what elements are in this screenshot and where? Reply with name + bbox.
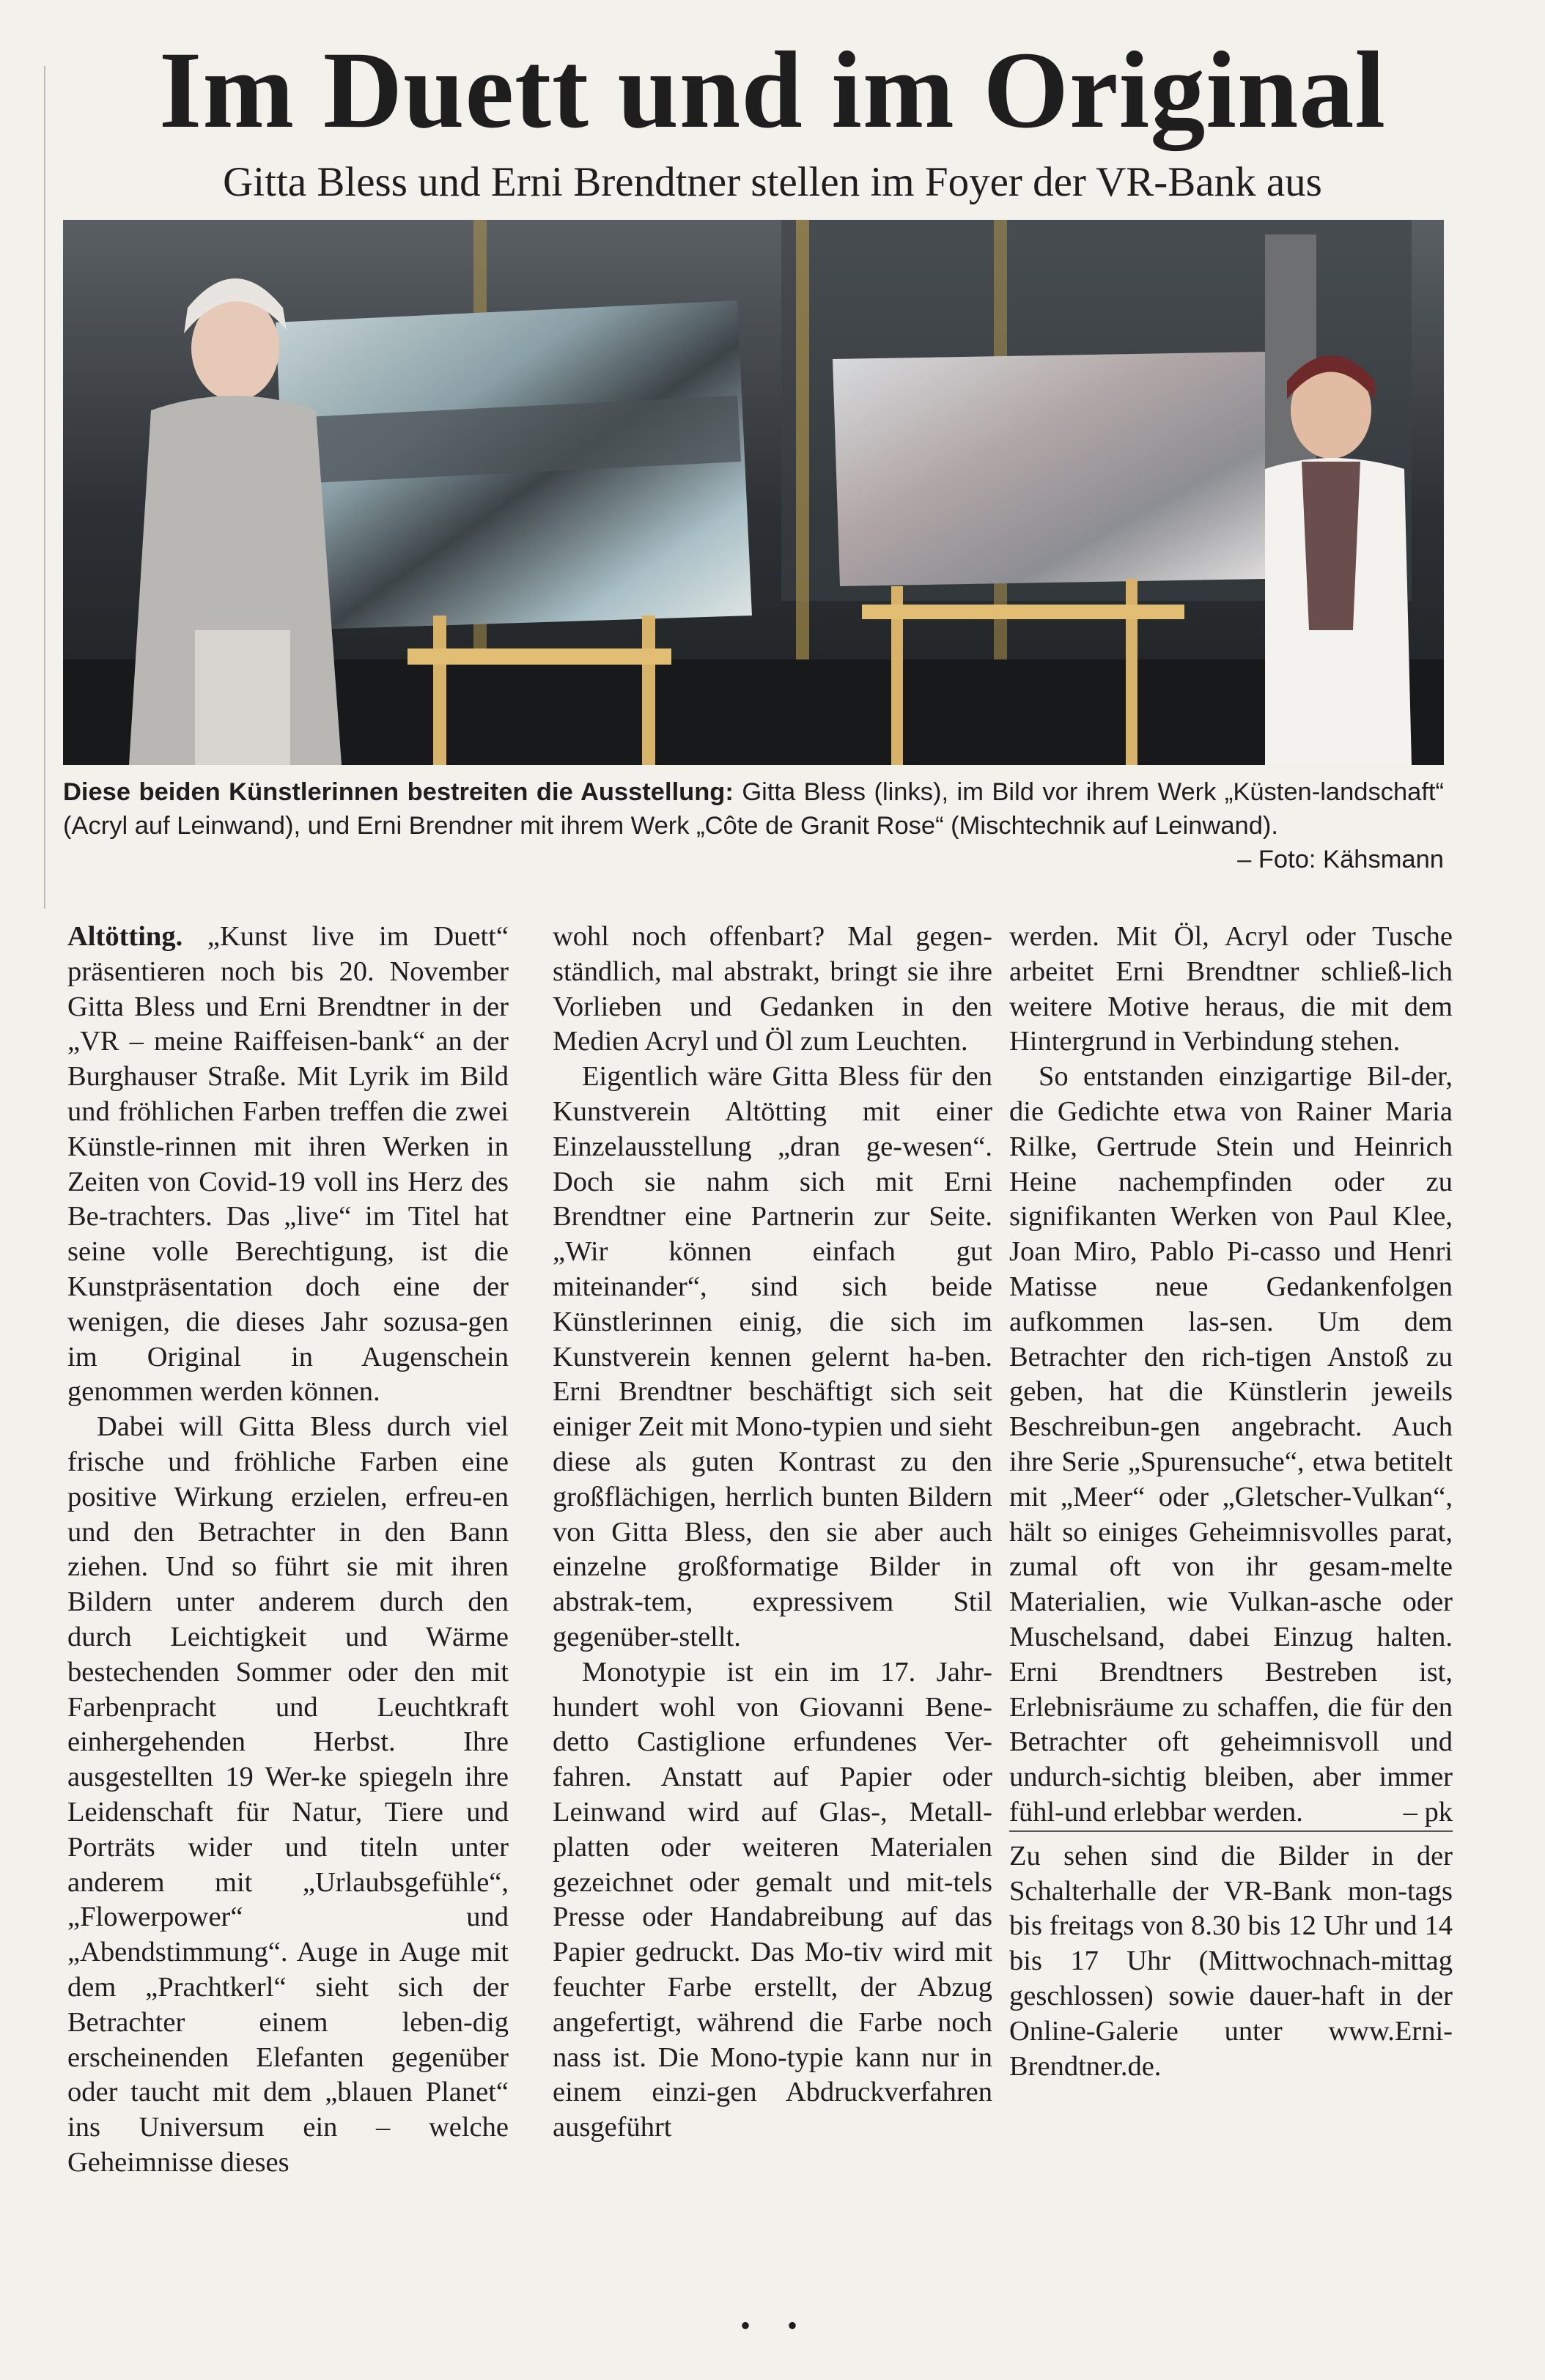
paragraph: So entstanden einzigartige Bil-der, die Gedichte etwa von Rainer Maria Rilke, Gertrude Stein und Heinrich Heine nachempfinden oder zu signifikanten Werken von Paul Klee, Joan Miro, Pablo Pi-casso und Henri Matisse neue Gedankenfolgen aufkommen las-sen. Um dem Betrachter den rich-tigen Anstoß zu geben, hat die Künstlerin jeweils Beschreibun-gen angebracht. Auch ihre Serie „Spurensuche“, etwa betitelt mit „Meer“ oder „Gletscher-Vulkan“, hält so einiges Geheimnisvolles parat, zumal oft von ihr gesam-melte Materialien, wie Vulkan-asche oder Muschelsand, dabei Einzug halten. Erni Brendtners Bestreben ist, Erlebnisräume zu schaffen, die für den Betrachter oft geheimnisvoll und undurch-sichtig bleiben, aber immer fühl-und erlebbar werden. – pk — [1009, 1060, 1453, 1830]
caption-lead: Diese beiden Künstlerinnen bestreiten die Ausstellung: — [63, 778, 734, 806]
article-column-2 — [553, 920, 992, 2146]
photo-caption — [63, 775, 1444, 843]
paragraph: werden. Mit Öl, Acryl oder Tusche arbeitet Erni Brendtner schließ-lich weitere Motive heraus, die mit dem Hintergrund in Verbindung stehen. — [1009, 921, 1453, 1057]
caption-text: Gitta Bless (links), im Bild vor ihrem Werk „Küsten-landschaft“ (Acryl auf Leinwand), und Erni Brendner mit ihrem Werk „Côte de Granit Rose“ (Mischtechnik auf Leinwand). — [63, 778, 1444, 840]
dateline: Altötting. — [67, 921, 183, 952]
photo-credit: – Foto: Kähsmann — [1237, 846, 1444, 873]
author-signoff: – pk — [1403, 1796, 1453, 1828]
article-column-1 — [67, 920, 509, 2181]
footer-dots: • • — [740, 2309, 813, 2342]
subheadline: Gitta Bless und Erni Brendtner stellen im Foyer der VR-Bank aus — [223, 159, 1322, 205]
exhibition-info-box: Zu sehen sind die Bilder in der Schalterhalle der VR-Bank mon-tags bis freitags von 8.30 bis 12 Uhr und 14 bis 17 Uhr (Mittwochnach-mittag geschlossen) sowie dauer-haft in der Online-Galerie unter www.Erni-Brendtner.de. — [1009, 1830, 1453, 2085]
article-photo — [63, 220, 1444, 765]
article-column-3 — [1009, 920, 1453, 2084]
paragraph: Eigentlich wäre Gitta Bless für den Kunstverein Altötting mit einer Einzelausstellung „dran ge-wesen“. Doch sie nahm sich mit Erni Brendtner eine Partnerin zur Seite. „Wir können einfach gut miteinander“, sind sich beide Künstlerinnen einig, die sich im Kunstverein kennen gelernt ha-ben. Erni Brendtner beschäftigt sich seit einiger Zeit mit Mono-typien und sieht diese als guten Kontrast zu den großflächigen, herrlich bunten Bildern von Gitta Bless, den sie aber auch einzelne großformatige Bilder in abstrak-tem, expressivem Stil gegenüber-stellt. — [553, 1061, 992, 1652]
paragraph: wohl noch offenbart? Mal gegen-ständlich, mal abstrakt, bringt sie ihre Vorlieben und Gedanken in den Medien Acryl und Öl zum Leuchten. — [553, 921, 992, 1057]
paragraph: Monotypie ist ein im 17. Jahr-hundert wohl von Giovanni Bene-detto Castiglione erfundenes Ver-fahren. Anstatt auf Papier oder Leinwand wird auf Glas-, Metall-platten oder weiteren Materialen gezeichnet oder gemalt und mit-tels Presse oder Handabreibung auf das Papier gedruckt. Das Mo-tiv wird mit feuchter Farbe erstellt, der Abzug angefertigt, während die Farbe noch nass ist. Die Mono-typie kann nur in einem einzi-gen Abdruckverfahren ausgeführt — [553, 1656, 992, 2143]
paragraph: Altötting. „Kunst live im Duett“ präsentieren noch bis 20. November Gitta Bless und Erni Brendtner in der „VR – meine Raiffeisen-bank“ an der Burghauser Straße. Mit Lyrik im Bild und fröhlichen Farben treffen die zwei Künstle-rinnen mit ihren Werken in Zeiten von Covid-19 voll ins Herz des Be-trachters. Das „live“ im Titel hat seine volle Berechtigung, ist die Kunstpräsentation doch eine der wenigen, die dieses Jahr sozusa-gen im Original in Augenschein genommen werden können. — [67, 921, 509, 1408]
paragraph: Dabei will Gitta Bless durch viel frische und fröhliche Farben eine positive Wirkung erzielen, erfreu-en und den Betrachter in den Bann ziehen. Und so führt sie mit ihren Bildern unter anderem durch den durch Leichtigkeit und Wärme bestechenden Sommer oder den mit Farbenpracht und Leuchtkraft einhergehenden Herbst. Ihre ausgestellten 19 Wer-ke spiegeln ihre Leidenschaft für Natur, Tiere und Porträts wider und titeln unter anderem mit „Urlaubsgefühle“, „Flowerpower“ und „Abendstimmung“. Auge in Auge mit dem „Prachtkerl“ sieht sich der Betrachter einem leben-dig erscheinenden Elefanten gegenüber oder taucht mit dem „blauen Planet“ ins Universum ein – welche Geheimnisse dieses — [67, 1411, 509, 2178]
headline: Im Duett und im Original — [158, 29, 1387, 151]
